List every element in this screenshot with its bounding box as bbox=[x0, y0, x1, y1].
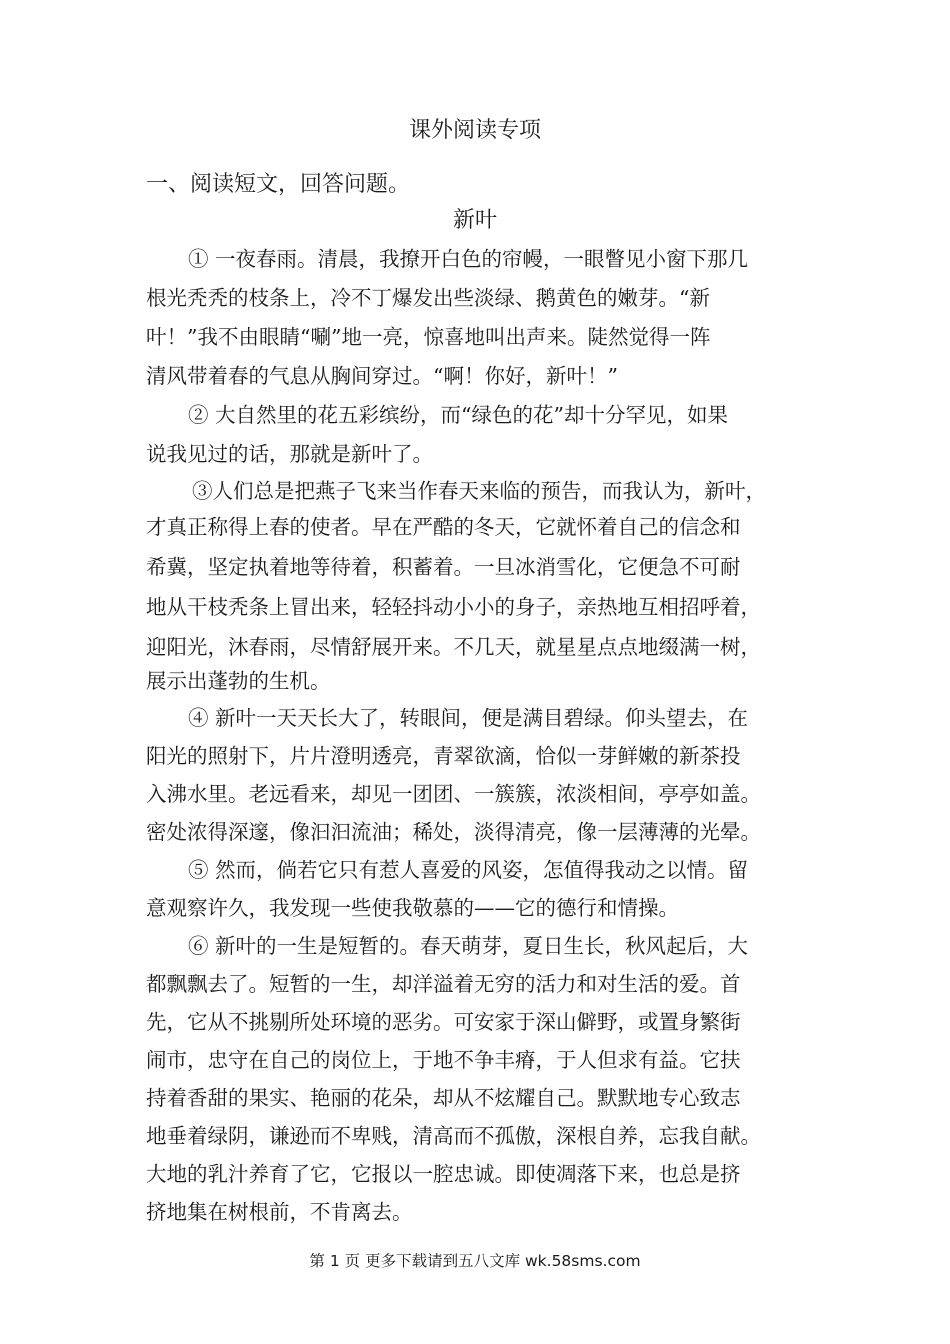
text-line: 地从干枝秃条上冒出来，轻轻抖动小小的身子，亲热地互相招呼着， bbox=[146, 595, 761, 619]
text-line: ③人们总是把燕子飞来当作春天来临的预告，而我认为，新叶， bbox=[192, 479, 766, 503]
text-line: 说我见过的话，那就是新叶了。 bbox=[146, 442, 433, 466]
text-line: 展示出蓬勃的生机。 bbox=[146, 669, 331, 693]
text-line: ⑤ 然而，倘若它只有惹人喜爱的风姿，怎值得我动之以情。留 bbox=[188, 858, 749, 882]
text-line: 意观察许久，我发现一些使我敬慕的——它的德行和情操。 bbox=[146, 896, 679, 920]
text-line: 阳光的照射下，片片澄明透亮，青翠欲滴，恰似一芽鲜嫩的新茶投 bbox=[146, 744, 741, 768]
text-line: 地垂着绿阴，谦逊而不卑贱，清高而不孤傲，深根自养，忘我自献。 bbox=[146, 1124, 761, 1148]
text-line: 持着香甜的果实、艳丽的花朵，却从不炫耀自己。默默地专心致志 bbox=[146, 1086, 741, 1110]
passage-title: 新叶 bbox=[452, 208, 497, 233]
text-line: 闹市，忠守在自己的岗位上，于地不争丰瘠，于人但求有益。它扶 bbox=[146, 1048, 741, 1072]
text-line: 叶！”我不由眼睛“唰”地一亮，惊喜地叫出声来。陡然觉得一阵 bbox=[146, 325, 711, 349]
text-line: ② 大自然里的花五彩缤纷，而“绿色的花”却十分罕见，如果 bbox=[188, 403, 728, 427]
document-title: 课外阅读专项 bbox=[408, 118, 541, 143]
text-line: 希冀，坚定执着地等待着，积蓄着。一旦冰消雪化，它便急不可耐 bbox=[146, 555, 741, 579]
text-line: 挤地集在树根前，不肯离去。 bbox=[146, 1200, 413, 1224]
text-line: 先，它从不挑剔所处环境的恶劣。可安家于深山僻野，或置身繁街 bbox=[146, 1010, 741, 1034]
text-line: 都飘飘去了。短暂的一生，却洋溢着无穷的活力和对生活的爱。首 bbox=[146, 972, 741, 996]
text-line: 密处浓得深邃，像汩汩流油；稀处，淡得清亮，像一层薄薄的光晕。 bbox=[146, 820, 761, 844]
text-line: ⑥ 新叶的一生是短暂的。春天萌芽，夏日生长，秋风起后，大 bbox=[188, 934, 749, 958]
text-line: 才真正称得上春的使者。早在严酷的冬天，它就怀着自己的信念和 bbox=[146, 515, 741, 539]
text-line: ① 一夜春雨。清晨，我撩开白色的帘幔，一眼瞥见小窗下那几 bbox=[188, 247, 749, 271]
text-line: 根光秃秃的枝条上，冷不丁爆发出些淡绿、鹅黄色的嫩芽。“新 bbox=[146, 286, 710, 310]
text-line: 入沸水里。老远看来，却见一团团、一簇簇，浓淡相间，亭亭如盖。 bbox=[146, 782, 761, 806]
text-line: 大地的乳汁养育了它，它报以一腔忠诚。即使凋落下来，也总是挤 bbox=[146, 1162, 741, 1186]
text-line: ④ 新叶一天天长大了，转眼间，便是满目碧绿。仰头望去，在 bbox=[188, 706, 749, 730]
text-line: 清风带着春的气息从胸间穿过。“啊！你好，新叶！” bbox=[146, 364, 618, 388]
page-footer: 第 1 页 更多下载请到五八文库 wk.58sms.com bbox=[309, 1252, 641, 1270]
section-heading: 一、阅读短文，回答问题。 bbox=[146, 172, 411, 197]
text-line: 迎阳光，沐春雨，尽情舒展开来。不几天，就星星点点地缀满一树， bbox=[146, 635, 761, 659]
